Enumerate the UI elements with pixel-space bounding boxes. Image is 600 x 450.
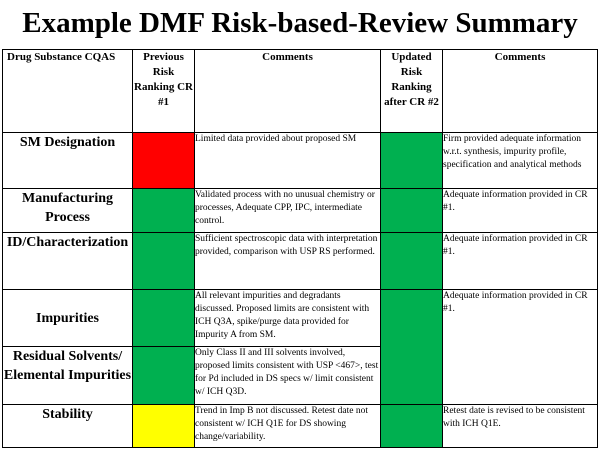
comment-1-cell: Sufficient spectroscopic data with interpretation provided, comparison with USP RS performed.: [195, 233, 381, 290]
previous-risk-cell: [133, 189, 195, 233]
header-updated-risk: Updated Risk Ranking after CR #2: [381, 50, 443, 133]
cqa-cell: Impurities: [3, 290, 133, 347]
header-previous-risk: Previous Risk Ranking CR #1: [133, 50, 195, 133]
comment-2-cell: Adequate information provided in CR #1.: [443, 290, 598, 405]
comment-1-cell: Validated process with no unusual chemistry or processes, Adequate CPP, IPC, intermediate control.: [195, 189, 381, 233]
table-row: [3, 405, 598, 448]
header-comments-1: Comments: [195, 50, 381, 133]
table-row: [3, 133, 598, 189]
comment-2-cell: Adequate information provided in CR #1.: [443, 233, 598, 290]
table-row: [3, 290, 598, 347]
updated-risk-cell: [381, 405, 443, 448]
updated-risk-cell: [381, 290, 443, 405]
previous-risk-cell: [133, 233, 195, 290]
updated-risk-cell: [381, 233, 443, 290]
header-cqa: Drug Substance CQAS: [3, 50, 133, 133]
updated-risk-cell: [381, 189, 443, 233]
cqa-cell: Residual Solvents/ Elemental Impurities: [3, 347, 133, 405]
cqa-cell: SM Designation: [3, 133, 133, 189]
comment-1-cell: Trend in Imp B not discussed. Retest date not consistent w/ ICH Q1E for DS showing change/variability.: [195, 405, 381, 448]
page-title: Example DMF Risk-based-Review Summary: [22, 7, 578, 39]
table-row: [3, 189, 598, 233]
table-row: [3, 233, 598, 290]
previous-risk-cell: [133, 347, 195, 405]
cqa-cell: Manufacturing Process: [3, 189, 133, 233]
previous-risk-cell: [133, 290, 195, 347]
updated-risk-cell: [381, 133, 443, 189]
comment-1-cell: Limited data provided about proposed SM: [195, 133, 381, 189]
risk-summary-table: [2, 49, 598, 448]
table-header-row: [3, 50, 598, 133]
previous-risk-cell: [133, 405, 195, 448]
cqa-cell: ID/Characterization: [3, 233, 133, 290]
header-comments-2: Comments: [443, 50, 598, 133]
comment-2-cell: Adequate information provided in CR #1.: [443, 189, 598, 233]
cqa-cell: Stability: [3, 405, 133, 448]
comment-2-cell: Retest date is revised to be consistent with ICH Q1E.: [443, 405, 598, 448]
comment-2-cell: Firm provided adequate information w.r.t. synthesis, impurity profile, specification and analytical methods: [443, 133, 598, 189]
comment-1-cell: All relevant impurities and degradants discussed. Proposed limits are consistent with ICH Q3A, spike/purge data provided for Impurity A from SM.: [195, 290, 381, 347]
comment-1-cell: Only Class II and III solvents involved, proposed limits consistent with USP <467>, test for Pd included in DS specs w/ limit consistent w/ ICH Q3D.: [195, 347, 381, 405]
previous-risk-cell: [133, 133, 195, 189]
